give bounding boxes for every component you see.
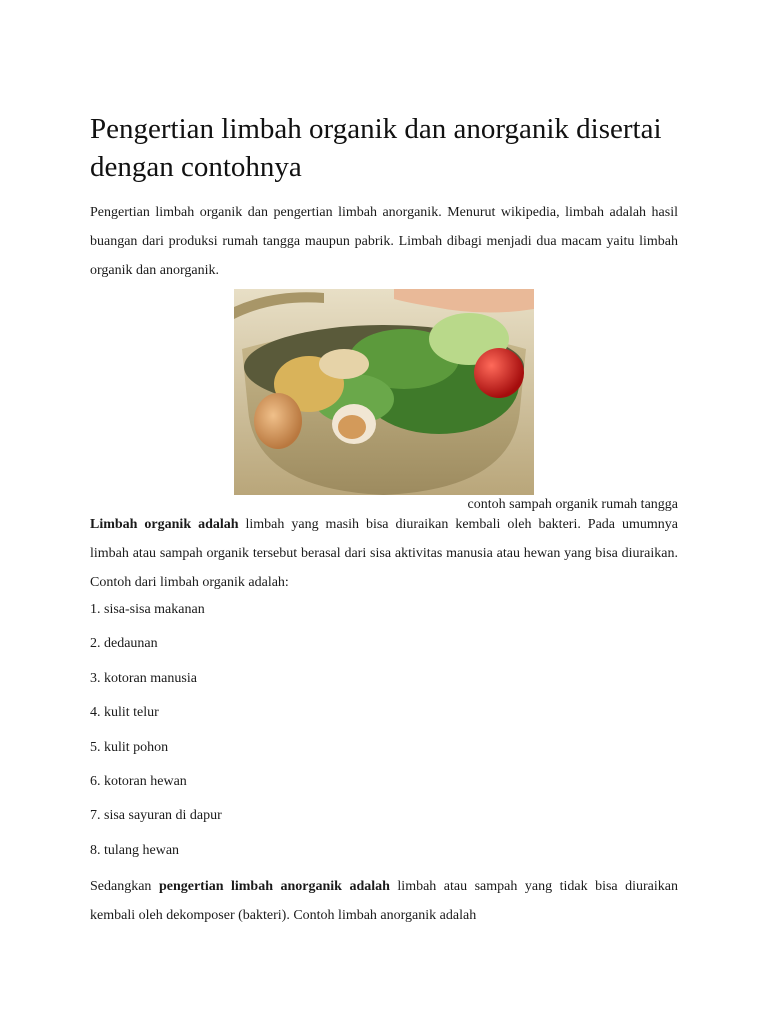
inorganic-definition-pre: Sedangkan <box>90 879 159 894</box>
list-item: 4. kulit telur <box>90 705 159 721</box>
inorganic-definition-paragraph <box>90 872 678 930</box>
list-item: 2. dedaunan <box>90 636 158 652</box>
list-item: 5. kulit pohon <box>90 739 169 755</box>
organic-definition-lead: Limbah organik adalah <box>90 517 239 532</box>
organic-definition-paragraph <box>90 510 678 597</box>
organic-waste-illustration <box>234 289 534 495</box>
organic-waste-photo <box>234 289 534 495</box>
photo-caption: contoh sampah organik rumah tangga <box>467 497 678 512</box>
inorganic-definition-lead: pengertian limbah anorganik adalah <box>158 879 390 894</box>
inorganic-definition-text: limbah atau sampah yang tidak bisa diuraikan kembali oleh dekomposer (bakteri). Contoh limbah anorganik adalah <box>90 879 678 923</box>
organic-definition-text: limbah yang masih bisa diuraikan kembali oleh bakteri. Pada umumnya limbah atau sampah organik tersebut berasal dari sisa aktivitas manusia atau hewan yang bisa diuraikan. Contoh dari limbah organik adalah: <box>90 517 678 590</box>
list-item: 3. kotoran manusia <box>90 670 197 686</box>
list-item: 1. sisa-sisa makanan <box>90 602 205 617</box>
intro-paragraph: Pengertian limbah organik dan pengertian limbah anorganik. Menurut wikipedia, limbah adalah hasil buangan dari produksi rumah tangga maupun pabrik. Limbah dibagi menjadi dua macam yaitu limbah organik dan anorganik. <box>90 205 678 278</box>
page-title: Pengertian limbah organik dan anorganik disertai dengan contohnya <box>90 113 662 183</box>
list-item: 8. tulang hewan <box>90 842 180 858</box>
list-item: 6. kotoran hewan <box>90 773 187 789</box>
organic-examples-list <box>90 598 678 873</box>
list-item: 7. sisa sayuran di dapur <box>90 808 222 824</box>
